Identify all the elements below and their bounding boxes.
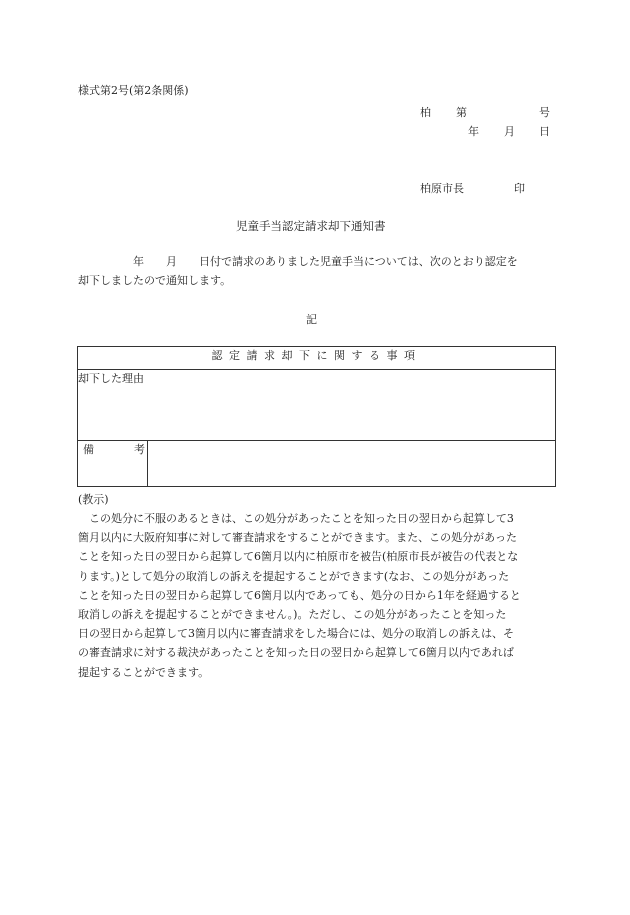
notice-body: [78, 509, 552, 682]
table-header: 認定請求却下に関する事項: [78, 347, 556, 370]
notice-line: ことを知った日の翌日から起算して6箇月以内に柏原市を被告(柏原市長が被告の代表とな: [78, 550, 519, 564]
date-month: 月: [504, 125, 515, 138]
notice-line: 日の翌日から起算して3箇月以内に審査請求をした場合には、処分の取消しの訴えは、そ: [78, 627, 514, 641]
remarks-label: 備考: [83, 443, 145, 456]
ki-heading: 記: [306, 313, 317, 326]
date-day: 日: [539, 125, 550, 138]
notice-line: この処分に不服のあるときは、この処分があったことを知った日の翌日から起算して3: [78, 512, 514, 525]
intro-line: 年 月 日付で請求のありました児童手当については、次のとおり認定を: [78, 255, 518, 268]
intro-line: 却下しましたので通知します。: [78, 274, 232, 287]
rejection-reason-cell: [78, 370, 556, 441]
ref-city: 柏: [420, 106, 431, 119]
rejection-details-table: [77, 346, 556, 487]
rejection-reason-label: 却下した理由: [78, 372, 144, 385]
form-number: 様式第2号(第2条関係): [78, 84, 189, 97]
intro-paragraph: [78, 252, 556, 290]
remarks-value-cell: [148, 441, 556, 487]
notice-line: 提起することができます。: [78, 665, 210, 679]
date-year: 年: [468, 125, 479, 138]
notice-label: (教示): [78, 493, 109, 506]
seal-mark: 印: [514, 182, 525, 195]
notice-line: ります。)として処分の取消しの訴えを提起することができます(なお、この処分があった: [78, 569, 510, 583]
notice-line: 箇月以内に大阪府知事に対して審査請求をすることができます。また、この処分があった: [78, 531, 518, 545]
document-title: 児童手当認定請求却下通知書: [236, 219, 386, 233]
ref-dai: 第: [456, 106, 467, 119]
remarks-label-cell: [78, 441, 148, 487]
issuer-name: 柏原市長: [420, 182, 464, 195]
notice-line: ことを知った日の翌日から起算して6箇月以内であっても、処分の日から1年を経過すると: [78, 588, 521, 602]
ref-go: 号: [539, 106, 550, 119]
notice-line: 取消しの訴えを提起することができません。)。ただし、この処分があったことを知った: [78, 608, 507, 622]
notice-line: の審査請求に対する裁決があったことを知った日の翌日から起算して6箇月以内であれば: [78, 646, 514, 660]
